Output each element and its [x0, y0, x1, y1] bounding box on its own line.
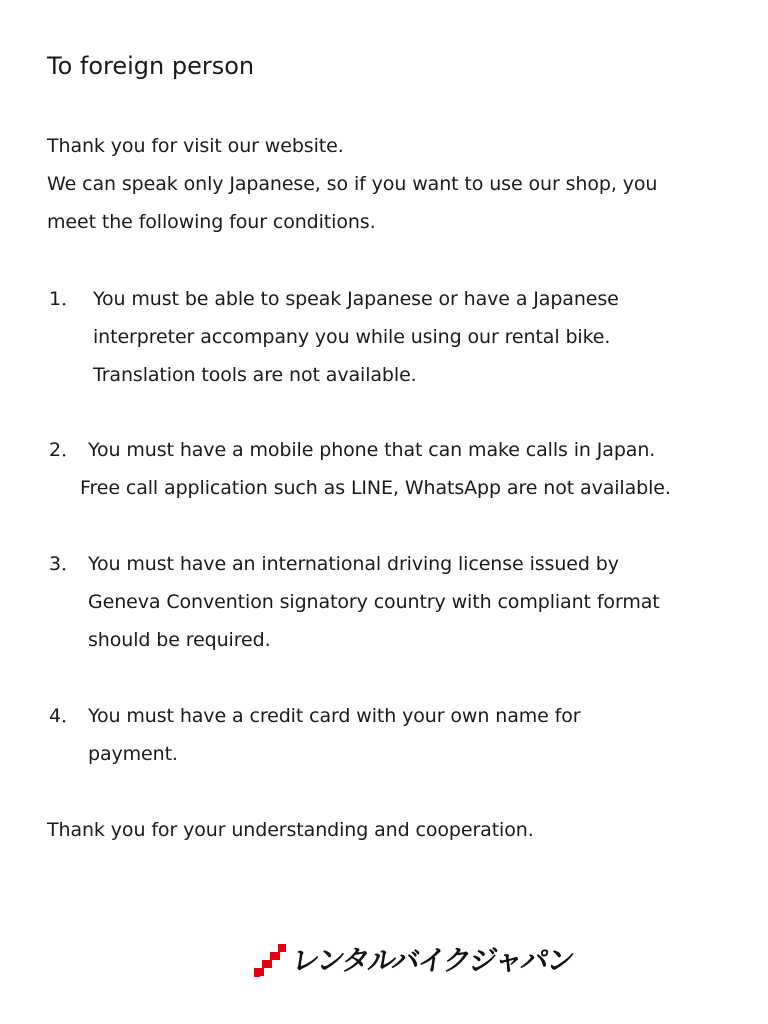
- intro-line-3: meet the following four conditions.: [47, 211, 376, 233]
- condition-4-line-1: You must have a credit card with your own name for: [88, 705, 581, 727]
- condition-3-line-1: You must have an international driving license issued by: [88, 553, 619, 575]
- condition-2-number: 2．: [49, 439, 81, 461]
- stairs-logo-icon: [252, 940, 288, 978]
- condition-4-number: 4．: [49, 705, 81, 727]
- stairs-base-shape: [254, 972, 260, 977]
- intro-line-2: We can speak only Japanese, so if you want to use our shop, you: [47, 173, 658, 195]
- condition-2-line-2: Free call application such as LINE, WhatsApp are not available.: [80, 477, 671, 499]
- condition-3-number: 3．: [49, 553, 81, 575]
- condition-1-line-1: You must be able to speak Japanese or have a Japanese: [93, 288, 619, 310]
- condition-3-line-3: should be required.: [88, 629, 271, 651]
- condition-3-line-2: Geneva Convention signatory country with compliant format: [88, 591, 660, 613]
- condition-4-line-2: payment.: [88, 743, 178, 765]
- intro-line-1: Thank you for visit our website.: [47, 135, 344, 157]
- condition-1-number: 1．: [49, 288, 81, 310]
- condition-1-line-3: Translation tools are not available.: [93, 364, 417, 386]
- condition-2-line-1: You must have a mobile phone that can make calls in Japan.: [88, 439, 656, 461]
- brand-logo-text: レンタルバイクジャパン: [289, 944, 576, 977]
- brand-logo: [252, 938, 576, 980]
- stairs-step-shape: [254, 944, 286, 976]
- condition-1-line-2: interpreter accompany you while using our rental bike.: [93, 326, 611, 348]
- closing-text: Thank you for your understanding and cooperation.: [47, 819, 534, 841]
- page-title: To foreign person: [47, 52, 255, 80]
